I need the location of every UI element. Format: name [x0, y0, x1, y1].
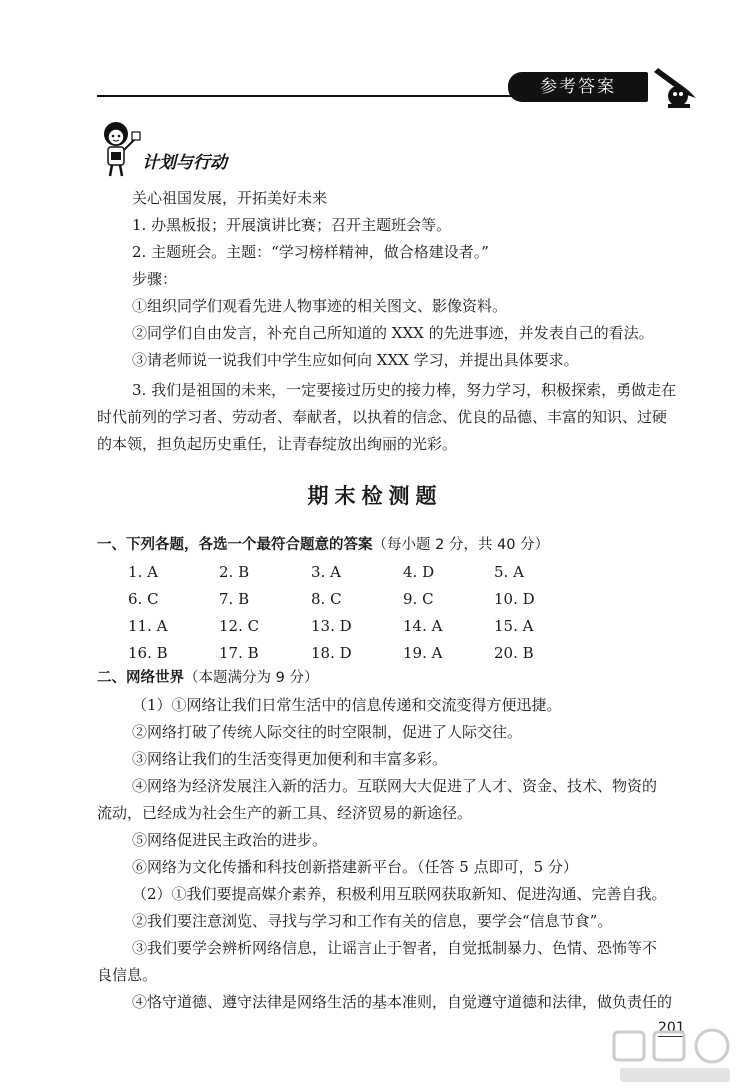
part2-line: （1）①网络让我们日常生活中的信息传递和交流变得方便迅捷。 — [132, 696, 562, 714]
part2-line: （2）①我们要提高媒介素养，积极利用互联网获取新知、促进沟通、完善自我。 — [132, 885, 667, 903]
answer-cell: 16. B — [128, 644, 168, 662]
answer-cell: 19. A — [403, 644, 443, 662]
part2-line: ④恪守道德、遵守法律是网络生活的基本准则，自觉遵守道德和法律，做负责任的 — [132, 993, 673, 1011]
part1-note: （每小题 2 分，共 40 分） — [372, 537, 550, 553]
answer-cell: 5. A — [494, 563, 524, 581]
answer-cell: 15. A — [494, 617, 534, 635]
answer-cell: 3. A — [311, 563, 341, 581]
section-line: ③请老师说一说我们中学生应如何向 XXX 学习，并提出具体要求。 — [132, 351, 579, 369]
answer-cell: 14. A — [403, 617, 443, 635]
answer-cell: 6. C — [128, 590, 159, 608]
answer-cell: 1. A — [128, 563, 158, 581]
section-title: 计划与行动 — [142, 153, 227, 173]
part2-line: ⑥网络为文化传播和科技创新搭建新平台。（任答 5 点即可，5 分） — [132, 858, 578, 876]
part2-line: ②我们要注意浏览、寻找与学习和工作有关的信息，要学会“信息节食”。 — [132, 912, 613, 930]
part2-line: 良信息。 — [97, 966, 158, 984]
part2-note: （本题满分为 9 分） — [184, 670, 319, 686]
answer-cell: 10. D — [494, 590, 535, 608]
part1-heading-text: 一、下列各题，各选一个最符合题意的答案 — [97, 537, 373, 553]
section-paragraph-3: 3. 我们是祖国的未来，一定要接过历史的接力棒，努力学习，积极探索，勇做走在时代前列的学习者、劳动者、奉献者，以执着的信念、优良的品德、丰富的知识、过硬的本领，担负起历史重任，让青春绽放出绚丽的光彩。 — [97, 381, 677, 453]
section-line: 2. 主题班会。主题：“学习榜样精神，做合格建设者。” — [132, 243, 489, 261]
answer-cell: 2. B — [219, 563, 250, 581]
answer-cell: 8. C — [311, 590, 342, 608]
watermark-logo-icon — [600, 1010, 750, 1090]
section-line: 步骤： — [132, 270, 178, 288]
exam-title: 期末检测题 — [307, 484, 443, 508]
answer-cell: 12. C — [219, 617, 260, 635]
answer-cell: 4. D — [403, 563, 435, 581]
part2-line: ④网络为经济发展注入新的活力。互联网大大促进了人才、资金、技术、物资的 — [132, 777, 658, 795]
part2-line: ③我们要学会辨析网络信息，让谣言止于智者，自觉抵制暴力、色情、恐怖等不 — [132, 939, 658, 957]
answer-cell: 17. B — [219, 644, 259, 662]
part2-line: 流动，已经成为社会生产的新工具、经济贸易的新途径。 — [97, 804, 473, 822]
pencil-mascot-icon — [648, 62, 708, 110]
answer-cell: 13. D — [311, 617, 352, 635]
answer-cell: 11. A — [128, 617, 168, 635]
answer-cell: 7. B — [219, 590, 250, 608]
answer-cell: 18. D — [311, 644, 352, 662]
part2-line: ②网络打破了传统人际交往的时空限制，促进了人际交往。 — [132, 723, 523, 741]
student-mascot-icon — [96, 118, 142, 178]
part1-heading — [97, 535, 677, 555]
section-line: ②同学们自由发言，补充自己所知道的 XXX 的先进事迹，并发表自己的看法。 — [132, 324, 654, 342]
part2-line: ③网络让我们的生活变得更加便利和丰富多彩。 — [132, 750, 448, 768]
header-tab: 参考答案 — [508, 72, 648, 102]
part2-line: ⑤网络促进民主政治的进步。 — [132, 831, 328, 849]
section-line: ①组织同学们观看先进人物事迹的相关图文、影像资料。 — [132, 297, 508, 315]
section-line: 关心祖国发展，开拓美好未来 — [132, 189, 328, 207]
section-line: 1. 办黑板报；开展演讲比赛；召开主题班会等。 — [132, 216, 452, 234]
part2-heading-text: 二、网络世界 — [97, 670, 184, 686]
answer-cell: 9. C — [403, 590, 434, 608]
answer-cell: 20. B — [494, 644, 534, 662]
part2-heading — [97, 668, 677, 688]
header-rule — [97, 95, 537, 97]
page-number: 201 — [658, 1020, 685, 1036]
